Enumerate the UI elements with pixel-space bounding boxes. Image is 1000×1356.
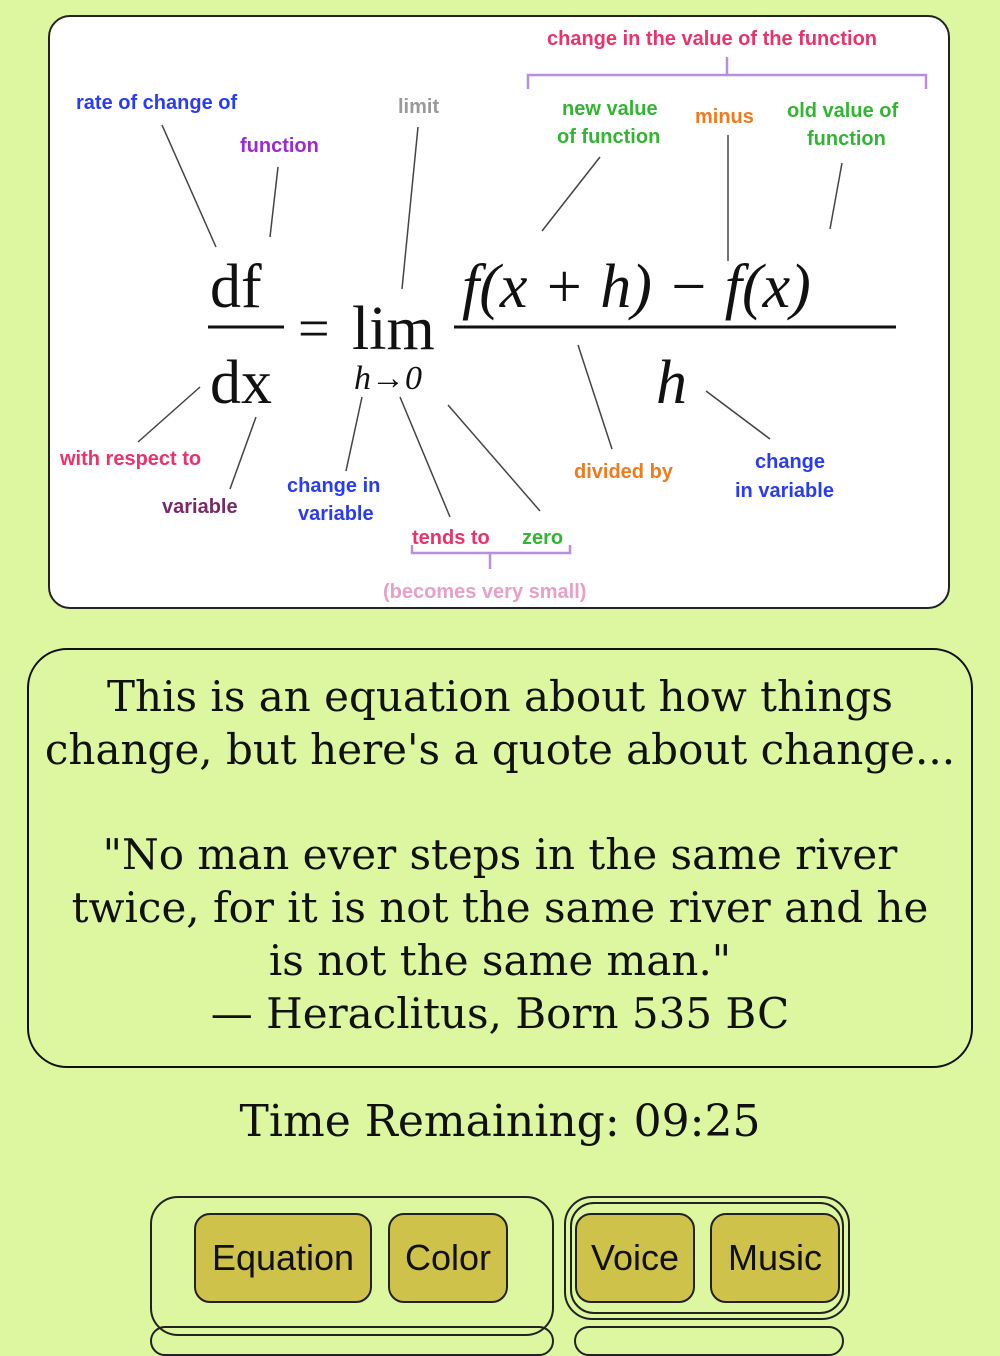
time-remaining: Time Remaining: 09:25 [239, 1096, 761, 1147]
label-tends-to: tends to [412, 527, 490, 549]
label-old-value-2: function [807, 128, 886, 150]
label-change-2: in variable [735, 480, 834, 502]
pointer-lines [138, 125, 842, 517]
quote-text-line-1: "No man ever steps in the same river [102, 830, 898, 879]
numerator-bracket [528, 57, 926, 89]
quote-card [27, 648, 973, 1068]
equation-denominator: h [656, 349, 687, 417]
label-divided-by: divided by [574, 461, 673, 483]
equation-df: df [210, 253, 262, 321]
label-change-1: change [755, 451, 826, 473]
quote-spacer [29, 776, 971, 828]
equation-lim-subscript: h→0 [354, 360, 422, 397]
label-variable: variable [162, 496, 238, 518]
label-old-value-1: old value of [787, 100, 899, 122]
button-group-row2-right [574, 1326, 844, 1356]
quote-intro-line-2: change, but here's a quote about change... [44, 725, 956, 774]
label-minus: minus [695, 106, 754, 128]
derivative-diagram [48, 15, 950, 609]
label-rate-of-change: rate of change of [76, 92, 238, 114]
label-change-in-value: change in the value of the function [547, 28, 878, 50]
equation-button[interactable]: Equation [194, 1213, 372, 1303]
equation-equals: = [298, 298, 330, 360]
color-button[interactable]: Color [388, 1213, 508, 1303]
diagram-canvas [50, 17, 950, 609]
label-limit: limit [398, 96, 440, 118]
label-new-value-2: of function [557, 126, 661, 148]
label-new-value-1: new value [562, 98, 658, 120]
label-function: function [240, 135, 319, 157]
quote-text-line-2: twice, for it is not the same river and he [71, 883, 929, 932]
label-becomes-very-small: (becomes very small) [383, 581, 587, 603]
label-with-respect-to: with respect to [60, 448, 202, 470]
quote-intro-line-1: This is an equation about how things [107, 672, 893, 721]
equation-numerator: f(x + h) − f(x) [462, 253, 811, 321]
label-change-in-variable-1: change in [287, 475, 381, 497]
label-zero: zero [522, 527, 564, 549]
equation-lim: lim [352, 295, 435, 363]
voice-button[interactable]: Voice [575, 1213, 695, 1303]
button-group-row2-left [150, 1326, 554, 1356]
label-change-in-variable-2: variable [298, 503, 374, 525]
music-button[interactable]: Music [710, 1213, 840, 1303]
quote-attribution: — Heraclitus, Born 535 BC [210, 989, 790, 1038]
quote-text-line-3: is not the same man." [268, 936, 732, 985]
equation-dx: dx [210, 349, 272, 417]
